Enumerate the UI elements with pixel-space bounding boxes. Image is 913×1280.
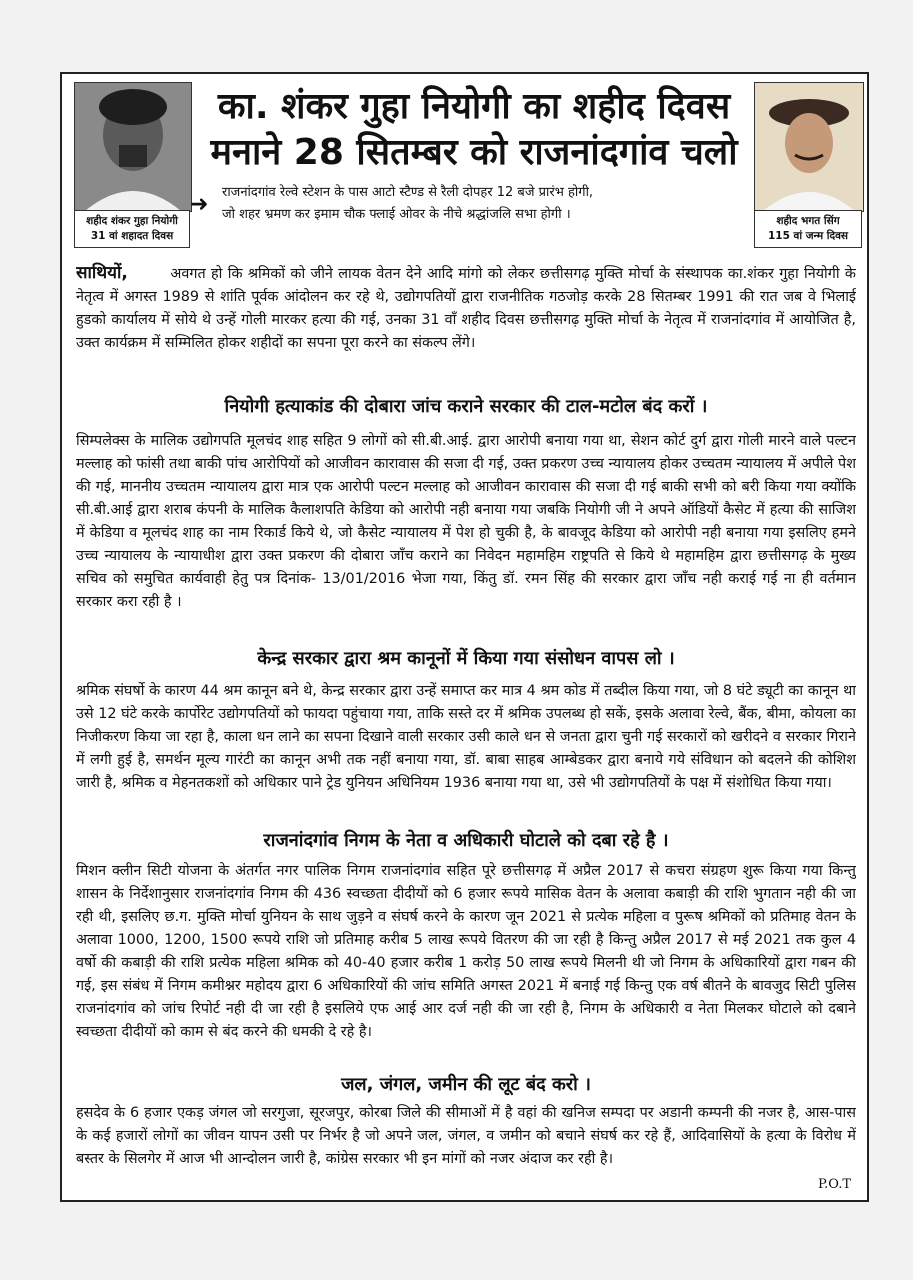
section-heading-1: नियोगी हत्याकांड की दोबारा जांच कराने सरकार की टाल-मटोल बंद करों । xyxy=(224,396,708,417)
section-text-1: सिम्पलेक्स के मालिक उद्योगपति मूलचंद शाह सहित 9 लोगों को सी.बी.आई. द्वारा आरोपी बनाया गया था, सेशन कोर्ट दुर्ग द्वारा गोली मारने वाले पल्टन मल्लाह को फांसी तथा बाकी पांच आरोपियों को आजीवन कारावास की सजा दी गई, उक्त प्रकरण उच्च न्यायालय होकर उच्चतम न्यायालय में अपीले पेश की गई, माननीय उच्चतम न्यायालय द्वारा मात्र एक आरोपी पल्टन मल्लाह को आजीवन कारावास की सजा दी गई बाकी सभी को बरी किया गया क्योंकि सी.बी.आई द्वारा शराब कंपनी के मालिक कैलाशपति केडिया को आरोपी नही बनाया गया जबकि नियोगी जी ने अपने ऑडियों कैसेट में हत्या की साजिश में केडिया व मूलचंद शाह का नाम रिकार्ड किये थे, जो कैसेट न्यायालय में पेश हो चुकी है, के बावजूद केडिया को आरोपी नही बनाया गया इसलिए हमने उच्च न्यायालय के न्यायाधीश द्वारा उक्त प्रकरण की दोबारा जाँच कराने का निवेदन महामहिम राष्ट्रपति से किये थे महामहिम द्वारा छत्तीसगढ़ के मुख्य सचिव को समुचित कार्यवाही हेतु पत्र दिनांक- 13/01/2016 भेजा गया, किंतु डॉ. रमन सिंह की सरकार द्वारा जाँच नही कराई गई ना ही वर्तमान सरकार करा रही है । xyxy=(76,433,856,610)
portrait-niyogi-icon xyxy=(75,83,191,211)
portrait-niyogi xyxy=(74,82,192,212)
section-heading-4: जल, जंगल, जमीन की लूट बंद करो । xyxy=(341,1074,591,1095)
portrait-bhagat-singh-icon xyxy=(755,83,863,211)
caption-bhagat-singh xyxy=(754,210,862,248)
intro-paragraph xyxy=(76,262,856,386)
section-heading-3: राजनांदगांव निगम के नेता व अधिकारी घोटाले को दबा रहे है । xyxy=(263,830,669,851)
section-heading-2: केन्द्र सरकार द्वारा श्रम कानूनों में किया गया संसोधन वापस लो । xyxy=(257,648,675,669)
pamphlet-sheet xyxy=(60,72,869,1202)
notice-line-1: राजनांदगांव रेल्वे स्टेशन के पास आटो स्टैण्ड से रैली दोपहर 12 बजे प्रारंभ होगी, xyxy=(222,185,594,200)
salutation: साथियों, xyxy=(76,263,128,283)
portrait-bhagat-singh xyxy=(754,82,864,212)
notice-line-2: जो शहर भ्रमण कर इमाम चौक फ्लाई ओवर के नीचे श्रद्धांजलि सभा होगी । xyxy=(222,207,571,222)
caption-bhagat-sub: 115 वां जन्म दिवस xyxy=(767,230,849,242)
section-text-3: मिशन क्लीन सिटी योजना के अंतर्गत नगर पालिक निगम राजनांदगांव सहित पूरे छत्तीसगढ़ में अप्रैल 2017 से कचरा संग्रहण शुरू किया गया किन्तु शासन के निर्देशानुसार राजनांदगांव निगम की 436 स्वच्छता दीदीयों को 6 हजार रूपये मासिक वेतन के अलावा कबाड़ी की राशि भुगतान नही की जा रही थी, इसलिए छ.ग. मुक्ति मोर्चा युनियन के साथ जुड़ने व संघर्ष करने के कारण जून 2021 से प्रत्येक महिला व पुरूष श्रमिकों को प्रतिमाह वेतन के अलावा 1000, 1200, 1500 रूपये राशि जो प्रतिमाह करीब 5 लाख रूपये वितरण की जा रही है किन्तु अप्रैल 2017 से मई 2021 तक कुल 4 वर्षो की कबाड़ी की राशि प्रत्येक महिला श्रमिक को 40-40 हजार करीब 1 करोड़ 50 लाख रूपये मिलनी थी जो निगम के अधिकारियों द्वारा गबन की गई, इस संबंध में निगम कमीश्नर महोदय द्वारा 6 अधिकारियों की जांच समिति अगस्त 2021 में बनाई गई किन्तु एक वर्ष बीतने के बावजुद सिटी पुलिस राजनांदगांव को जांच रिपोर्ट नही दी जा रही है इसलिये एफ आई आर दर्ज नही की जा रही है, निगम के अधिकारी व नेता मिलकर घोटाले को दबाने स्वच्छता दीदीयों को काम से बंद करने की धमकी दे रहे है। xyxy=(76,863,856,1040)
caption-niyogi xyxy=(74,210,190,248)
intro-text: अवगत हो कि श्रमिकों को जीने लायक वेतन देने आदि मांगो को लेकर छत्तीसगढ़ मुक्ति मोर्चा के संस्थापक का.शंकर गुहा नियोगी के नेतृत्व में अगस्त 1989 से शांति पूर्वक आंदोलन कर रहे थे, उद्योगपतियों द्वारा राजनीतिक गठजोड़ करके 28 सितम्बर 1991 की रात जब वे भिलाई हुडको कार्यालय में सोये थे उन्हें गोली मारकर हत्या की गई, उनका 31 वाँ शहीद दिवस छत्तीसगढ़ मुक्ति मोर्चा के नेतृत्व में राजनांदगांव में आयोजित है, उक्त कार्यक्रम में सम्मिलित होकर शहीदों का सपना पूरा करने का संकल्प लेंगे। xyxy=(76,266,856,351)
section-text-4: हसदेव के 6 हजार एकड़ जंगल जो सरगुजा, सूरजपुर, कोरबा जिले की सीमाओं में है वहां की खनिज सम्पदा पर अडानी कम्पनी की नजर है, आस-पास के कई हजारों लोगों का जीवन यापन उसी पर निर्भर है जो अपने जल, जंगल, व जमीन को बचाने संघर्ष कर रहे हैं, आदिवासियों के हत्या के विरोध में बस्तर के सिलगेर में आज भी आन्दोलन जारी है, कांग्रेस सरकार भी इन मांगों को नजर अंदाज कर रही है। xyxy=(76,1105,856,1167)
caption-niyogi-sub: 31 वां शहादत दिवस xyxy=(90,230,174,242)
rally-notice xyxy=(222,182,752,226)
headline-line-2: मनाने 28 सितम्बर को राजनांदगांव चलो xyxy=(210,132,738,173)
caption-niyogi-name: शहीद शंकर गुहा नियोगी xyxy=(86,215,178,227)
signature: P.O.T xyxy=(818,1177,851,1192)
arrow-right-icon: ➜ xyxy=(190,192,209,217)
headline-line-1: का. शंकर गुहा नियोगी का शहीद दिवस xyxy=(217,86,731,127)
caption-bhagat-name: शहीद भगत सिंग xyxy=(776,215,840,227)
headline xyxy=(198,84,750,176)
section-text-2: श्रमिक संघर्षो के कारण 44 श्रम कानून बने थे, केन्द्र सरकार द्वारा उन्हें समाप्त कर मात्र 4 श्रम कोड में तब्दील किया गया, जो 8 घंटे ड्यूटी का कानून था उसे 12 घंटे करके कार्पोरेट उद्योगपतियों को फायदा पहुंचाया गया, ताकि सस्ते दर में श्रमिक उपलब्ध हो सकें, इसके अलावा रेल्वे, बैंक, बीमा, कोयला का निजीकरण किया जा रहा है, काला धन लाने का सपना दिखाने वाली सरकार उसी काले धन से जनता द्वारा चुनी गई सरकारों को खरीदने व सरकार गिराने में लगी हुई है, समर्थन मूल्य गारंटी का कानून अभी तक नहीं बनाया गया, डॉ. बाबा साहब आम्बेडकर द्वारा बनाये गये संविधान को बदलने की कोशिश जारी है, श्रमिक व मेहनतकशों को अधिकार पाने ट्रेड युनियन अधिनियम 1936 बनाया गया था, उसे भी उद्योगपतियों के पक्ष में संशोधित किया गया। xyxy=(76,683,856,791)
